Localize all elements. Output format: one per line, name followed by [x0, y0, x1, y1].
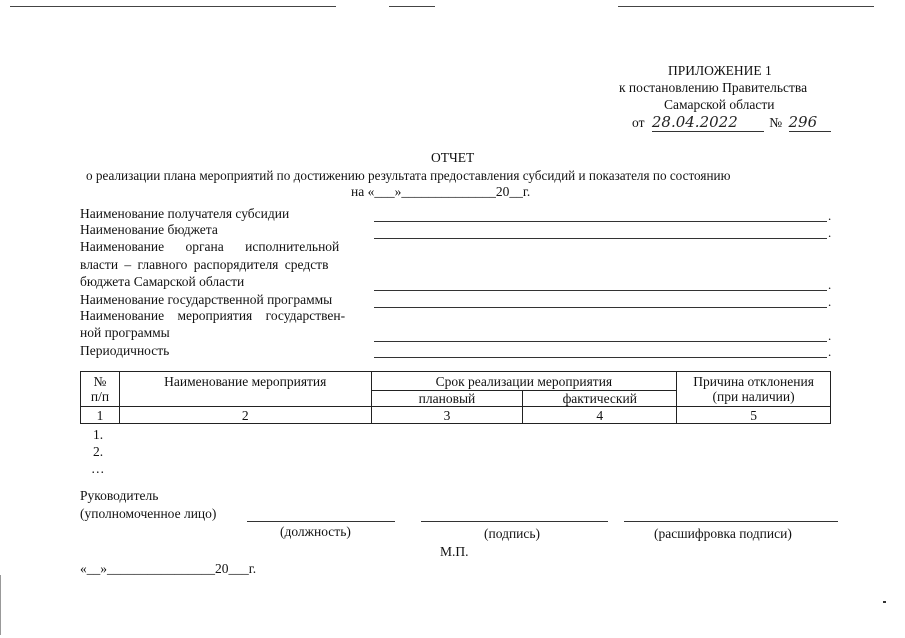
field-program-label: Наименование государственной программы — [80, 292, 333, 307]
decipher-caption: (расшифровка подписи) — [654, 526, 792, 541]
header-number-line-1: № — [93, 374, 107, 389]
column-number-5: 5 — [677, 407, 831, 424]
from-label: от — [632, 115, 645, 130]
field-authority-label-3: бюджета Самарской области — [80, 274, 245, 289]
appendix-line-2: Самарской области — [664, 97, 775, 112]
field-authority-label-2: власти – главного распорядителя средств — [80, 257, 329, 272]
header-reason-line-1: Причина отклонения — [693, 374, 814, 389]
field-event-line — [374, 341, 827, 342]
signature-date: «__»________________20___г. — [80, 561, 257, 576]
top-rule-1 — [10, 6, 336, 7]
field-periodicity-line — [374, 357, 827, 358]
table-row-ellipsis: … — [91, 461, 105, 476]
header-planned: плановый — [371, 391, 523, 407]
column-number-1: 1 — [81, 407, 120, 424]
signature-caption: (подпись) — [484, 526, 541, 541]
header-event-name: Наименование мероприятия — [119, 372, 371, 407]
field-budget-label: Наименование бюджета — [80, 222, 218, 237]
field-recipient-dot: . — [828, 208, 832, 223]
events-table — [80, 371, 831, 424]
header-number — [81, 372, 120, 407]
stamp-label: М.П. — [440, 544, 469, 559]
header-reason-line-2: (при наличии) — [712, 389, 795, 404]
column-number-2: 2 — [119, 407, 371, 424]
appendix-date-row — [632, 113, 831, 132]
column-number-4: 4 — [523, 407, 677, 424]
header-term: Срок реализации мероприятия — [371, 372, 677, 391]
column-number-3: 3 — [371, 407, 523, 424]
report-as-of: на «___»______________20__г. — [351, 184, 531, 199]
header-number-line-2: п/п — [90, 389, 110, 404]
handwritten-number: 296 — [789, 113, 831, 132]
handwritten-date: 28.04.2022 — [652, 113, 764, 132]
field-budget-line — [374, 238, 827, 239]
signature-line — [421, 521, 608, 522]
field-authority-line — [374, 290, 827, 291]
field-authority-label-1: Наименование органа исполнительной — [80, 239, 340, 254]
left-edge-mark — [0, 575, 1, 635]
header-actual: фактический — [523, 391, 677, 407]
speck-mark — [883, 601, 886, 603]
appendix-title: ПРИЛОЖЕНИЕ 1 — [668, 63, 772, 78]
position-line — [247, 521, 395, 522]
position-caption: (должность) — [280, 524, 351, 539]
top-rule-3 — [618, 6, 874, 7]
field-recipient-line — [374, 221, 827, 222]
field-authority-dot: . — [828, 277, 832, 292]
field-program-dot: . — [828, 294, 832, 309]
head-label-2: (уполномоченное лицо) — [80, 506, 217, 521]
header-reason — [677, 372, 831, 407]
report-title: ОТЧЕТ — [431, 150, 475, 165]
table-row-1: 1. — [93, 427, 104, 442]
field-periodicity-dot: . — [828, 344, 832, 359]
decipher-line — [624, 521, 838, 522]
report-subtitle: о реализации плана мероприятий по достижению результата предоставления субсидий и показателя по состоянию — [86, 168, 731, 183]
field-budget-dot: . — [828, 225, 832, 240]
top-rule-2 — [389, 6, 435, 7]
field-event-dot: . — [828, 328, 832, 343]
field-recipient-label: Наименование получателя субсидии — [80, 206, 290, 221]
field-program-line — [374, 307, 827, 308]
field-periodicity-label: Периодичность — [80, 343, 170, 358]
head-label-1: Руководитель — [80, 488, 159, 503]
number-label: № — [769, 115, 783, 130]
field-event-label-1: Наименование мероприятия государствен- — [80, 308, 346, 323]
appendix-line-1: к постановлению Правительства — [619, 80, 808, 95]
field-event-label-2: ной программы — [80, 325, 170, 340]
table-row-2: 2. — [93, 444, 104, 459]
